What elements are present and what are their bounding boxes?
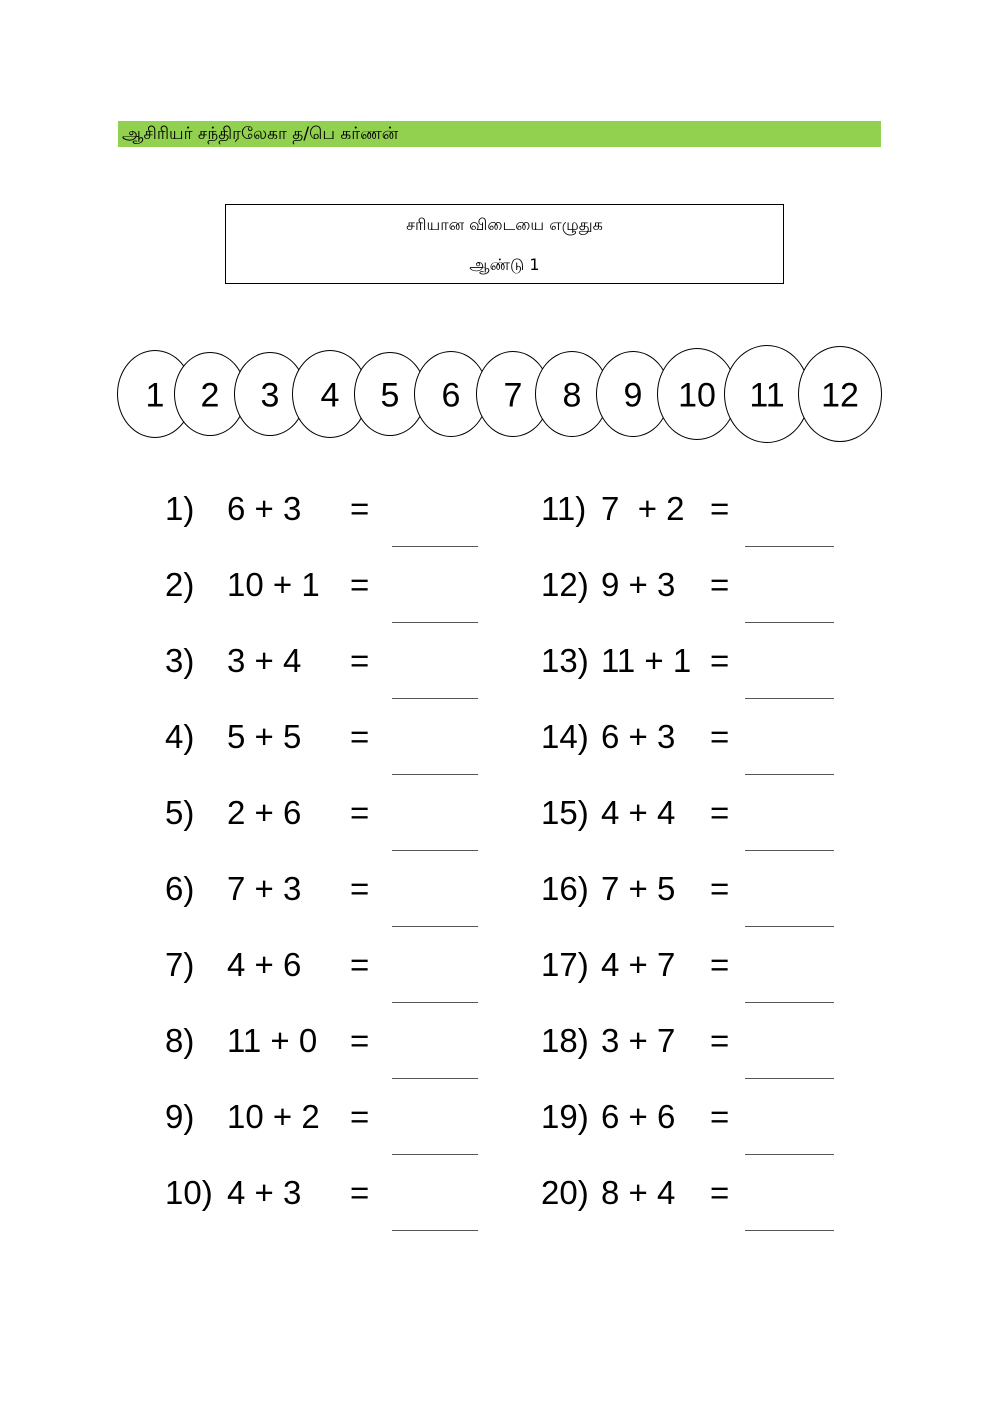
number-circle-label: 9 — [623, 376, 643, 415]
number-circle-label: 11 — [749, 376, 785, 415]
question-number: 16) — [541, 870, 589, 907]
equals-sign: = — [350, 642, 370, 679]
question-expression: 11 + 1 — [601, 642, 692, 679]
answer-blank[interactable] — [745, 1002, 834, 1003]
question-expression: 3 + 7 — [601, 1022, 676, 1059]
answer-blank[interactable] — [392, 698, 478, 699]
question-expression: 10 + 2 — [227, 1098, 320, 1135]
answer-blank[interactable] — [745, 926, 834, 927]
question-number: 15) — [541, 794, 589, 831]
number-circle-label: 6 — [441, 376, 461, 415]
answer-blank[interactable] — [392, 1002, 478, 1003]
answer-blank[interactable] — [745, 698, 834, 699]
question-number: 11) — [541, 490, 587, 527]
title-box — [225, 204, 784, 284]
equals-sign: = — [710, 566, 730, 603]
teacher-name: ஆசிரியர் சந்திரலேகா த/பெ கர்ணன் — [122, 124, 399, 144]
question-number: 7) — [165, 946, 195, 983]
answer-blank[interactable] — [745, 622, 834, 623]
question-number: 9) — [165, 1098, 195, 1135]
answer-blank[interactable] — [392, 850, 478, 851]
question-expression: 2 + 6 — [227, 794, 302, 831]
grade-label: ஆண்டு 1 — [469, 255, 540, 274]
answer-blank[interactable] — [392, 1230, 478, 1231]
question-number: 19) — [541, 1098, 589, 1135]
question-expression: 9 + 3 — [601, 566, 676, 603]
question-number: 17) — [541, 946, 589, 983]
question-number: 4) — [165, 718, 195, 755]
question-expression: 6 + 3 — [601, 718, 676, 755]
question-expression: 6 + 6 — [601, 1098, 676, 1135]
question-expression: 5 + 5 — [227, 718, 302, 755]
question-expression: 6 + 3 — [227, 490, 302, 527]
question-number: 3) — [165, 642, 195, 679]
equals-sign: = — [350, 1022, 370, 1059]
number-circle-label: 7 — [503, 376, 523, 415]
question-number: 14) — [541, 718, 589, 755]
instruction-title: சரியான விடையை எழுதுக — [406, 215, 603, 234]
question-number: 1) — [165, 490, 195, 527]
question-number: 10) — [165, 1174, 213, 1211]
equals-sign: = — [350, 490, 370, 527]
question-expression: 10 + 1 — [227, 566, 320, 603]
question-number: 5) — [165, 794, 195, 831]
equals-sign: = — [710, 870, 730, 907]
answer-blank[interactable] — [745, 1230, 834, 1231]
equals-sign: = — [350, 1174, 370, 1211]
equals-sign: = — [350, 794, 370, 831]
number-circle-label: 8 — [562, 376, 582, 415]
question-number: 8) — [165, 1022, 195, 1059]
question-expression: 7 + 5 — [601, 870, 676, 907]
answer-blank[interactable] — [392, 546, 478, 547]
question-expression: 4 + 6 — [227, 946, 302, 983]
question-expression: 8 + 4 — [601, 1174, 676, 1211]
question-number: 20) — [541, 1174, 589, 1211]
number-circle-label: 3 — [260, 376, 280, 415]
answer-blank[interactable] — [745, 774, 834, 775]
question-expression: 3 + 4 — [227, 642, 302, 679]
answer-blank[interactable] — [745, 546, 834, 547]
equals-sign: = — [350, 870, 370, 907]
equals-sign: = — [710, 1174, 730, 1211]
question-number: 6) — [165, 870, 195, 907]
question-number: 13) — [541, 642, 589, 679]
equals-sign: = — [710, 642, 730, 679]
equals-sign: = — [710, 490, 730, 527]
answer-blank[interactable] — [392, 1154, 478, 1155]
number-circle-label: 4 — [320, 376, 340, 415]
question-expression: 7 + 3 — [227, 870, 302, 907]
question-expression: 4 + 3 — [227, 1174, 302, 1211]
answer-blank[interactable] — [745, 1078, 834, 1079]
equals-sign: = — [350, 718, 370, 755]
equals-sign: = — [710, 1022, 730, 1059]
question-number: 18) — [541, 1022, 589, 1059]
equals-sign: = — [350, 566, 370, 603]
teacher-name-banner — [118, 121, 881, 147]
equals-sign: = — [350, 946, 370, 983]
number-circle-label: 5 — [380, 376, 400, 415]
answer-blank[interactable] — [392, 774, 478, 775]
answer-blank[interactable] — [745, 1154, 834, 1155]
equals-sign: = — [710, 794, 730, 831]
answer-blank[interactable] — [392, 926, 478, 927]
question-expression: 4 + 7 — [601, 946, 676, 983]
equals-sign: = — [710, 946, 730, 983]
equals-sign: = — [710, 1098, 730, 1135]
answer-blank[interactable] — [392, 622, 478, 623]
answer-blank[interactable] — [392, 1078, 478, 1079]
question-number: 12) — [541, 566, 589, 603]
equals-sign: = — [350, 1098, 370, 1135]
number-circle-label: 2 — [200, 376, 220, 415]
question-expression: 4 + 4 — [601, 794, 676, 831]
number-circle-label: 10 — [678, 376, 716, 415]
number-circle-label: 12 — [821, 376, 859, 415]
question-number: 2) — [165, 566, 195, 603]
answer-blank[interactable] — [745, 850, 834, 851]
question-expression: 7 + 2 — [601, 490, 685, 527]
equals-sign: = — [710, 718, 730, 755]
number-circle-label: 1 — [145, 376, 165, 415]
question-expression: 11 + 0 — [227, 1022, 318, 1059]
